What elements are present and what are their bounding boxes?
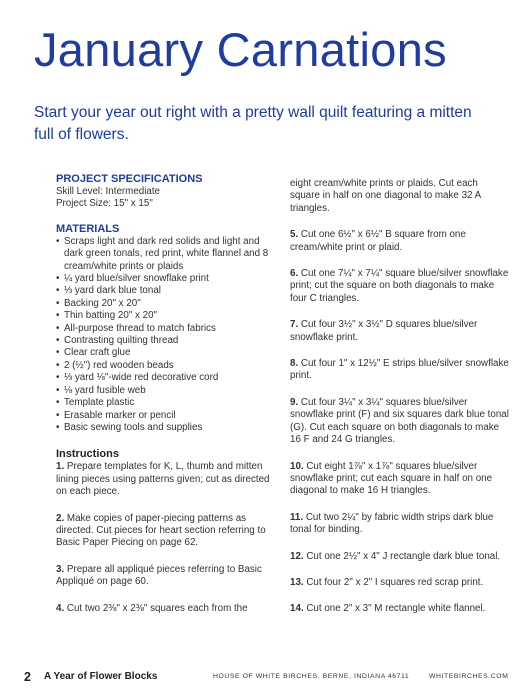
- step-number: 2.: [56, 512, 65, 524]
- materials-list: [56, 236, 278, 435]
- list-item: • Template plastic: [56, 397, 278, 409]
- project-size: Project Size: 15" x 15": [56, 198, 153, 210]
- list-item: • ⅓ yard ⅛"-wide red decorative cord: [56, 372, 278, 384]
- publisher-info: HOUSE OF WHITE BIRCHES, BERNE, INDIANA 46711: [213, 673, 410, 680]
- step-number: 1.: [56, 461, 65, 473]
- instruction-step: [290, 358, 510, 383]
- instruction-step: [290, 603, 510, 615]
- instruction-step: [290, 512, 510, 537]
- skill-level: Skill Level: Intermediate: [56, 186, 161, 197]
- website-link[interactable]: WHITEBIRCHES.COM: [429, 673, 509, 680]
- step-text: Cut four 2" x 2" I squares red scrap print.: [306, 576, 484, 588]
- instruction-step: [56, 603, 278, 615]
- step-number: 6.: [290, 268, 299, 280]
- step-number: 12.: [290, 550, 304, 562]
- left-column: [56, 173, 278, 629]
- instruction-step: [290, 461, 510, 498]
- step-text: Cut two 2⅜" x 2⅜" squares each from the: [66, 602, 248, 614]
- step-number: 4.: [56, 602, 65, 614]
- list-item: • Contrasting quilting thread: [56, 335, 278, 347]
- step-text: Prepare all appliqué pieces referring to Basic Appliqué on page 60.: [56, 563, 262, 588]
- step-number: 11.: [290, 511, 304, 523]
- instructions-heading: Instructions: [56, 448, 119, 461]
- step-text: Cut one 2" x 3" M rectangle white flannel.: [306, 603, 486, 615]
- list-item: • Clear craft glue: [56, 347, 278, 359]
- instruction-step: [56, 513, 278, 550]
- step-text: Cut two 2¼" by fabric width strips dark blue tonal for binding.: [290, 511, 494, 536]
- instruction-step: [56, 461, 278, 498]
- step-number: 9.: [290, 396, 299, 408]
- page-number: 2: [24, 670, 31, 684]
- step-number: 7.: [290, 319, 299, 331]
- step-number: 14.: [290, 603, 304, 615]
- step-number: 5.: [290, 229, 299, 241]
- list-item: • Backing 20" x 20": [56, 298, 278, 310]
- instruction-step: [290, 551, 510, 563]
- step-text: Cut four 1" x 12½" E strips blue/silver snowflake print.: [290, 358, 509, 382]
- step-text: Cut four 3½" x 3½" D squares blue/silver snowflake print.: [290, 319, 478, 343]
- right-column: [290, 178, 510, 630]
- step-number: 8.: [290, 358, 299, 370]
- list-item: • Erasable marker or pencil: [56, 410, 278, 422]
- step-text: Make copies of paper-piecing patterns as directed. Cut pieces for heart section referring to Basic Paper Piecing on page 62.: [56, 512, 266, 549]
- book-title: A Year of Flower Blocks: [44, 671, 158, 682]
- list-item: • Basic sewing tools and supplies: [56, 422, 278, 434]
- step-text: Prepare templates for K, L, thumb and mitten lining pieces using patterns given; cut as directed on each piece.: [56, 461, 270, 498]
- list-item: • ¼ yard blue/silver snowflake print: [56, 273, 278, 285]
- step-text: Cut one 2½" x 4" J rectangle dark blue tonal.: [306, 550, 501, 562]
- materials-heading: MATERIALS: [56, 222, 120, 235]
- list-item: • All-purpose thread to match fabrics: [56, 323, 278, 335]
- list-item: • Thin batting 20" x 20": [56, 310, 278, 322]
- instruction-step: [290, 397, 510, 447]
- step-number: 13.: [290, 576, 304, 588]
- list-item: • Scraps light and dark red solids and light and dark green tonals, red print, white flannel and 8 cream/white prints or plaids: [56, 236, 278, 273]
- page-title: January Carnations: [34, 23, 447, 76]
- instruction-step: [290, 577, 510, 589]
- step-number: 10.: [290, 460, 304, 472]
- continued-text: eight cream/white prints or plaids. Cut each square in half on one diagonal to make 32 A triangles.: [290, 178, 481, 214]
- step-text: Cut one 7¼" x 7¼" square blue/silver snowflake print; cut the square on both diagonals to make four C triangles.: [290, 268, 509, 304]
- specs-heading: PROJECT SPECIFICATIONS: [56, 173, 203, 185]
- step-text: Cut four 3¼" x 3¼" squares blue/silver snowflake print (F) and six squares dark blue tonal (G). Cut each square on both diagonals to make 16 F and 24 G triangles.: [290, 396, 509, 446]
- step-number: 3.: [56, 563, 65, 575]
- instruction-step: [290, 229, 510, 254]
- step-text: Cut one 6½" x 6½" B square from one cream/white print or plaid.: [290, 229, 466, 253]
- list-item: • 2 (½") red wooden beads: [56, 360, 278, 372]
- instruction-step: [290, 319, 510, 344]
- step-text: Cut eight 1⅞" x 1⅞" squares blue/silver snowflake print; cut each square in half on one diagonal to make 16 H triangles.: [290, 460, 493, 497]
- intro-text: Start your year out right with a pretty wall quilt featuring a mitten full of flowers.: [34, 104, 472, 143]
- instruction-step: [56, 564, 278, 589]
- list-item: • ⅛ yard fusible web: [56, 385, 278, 397]
- list-item: • ⅓ yard dark blue tonal: [56, 285, 278, 297]
- instruction-step: [290, 268, 510, 305]
